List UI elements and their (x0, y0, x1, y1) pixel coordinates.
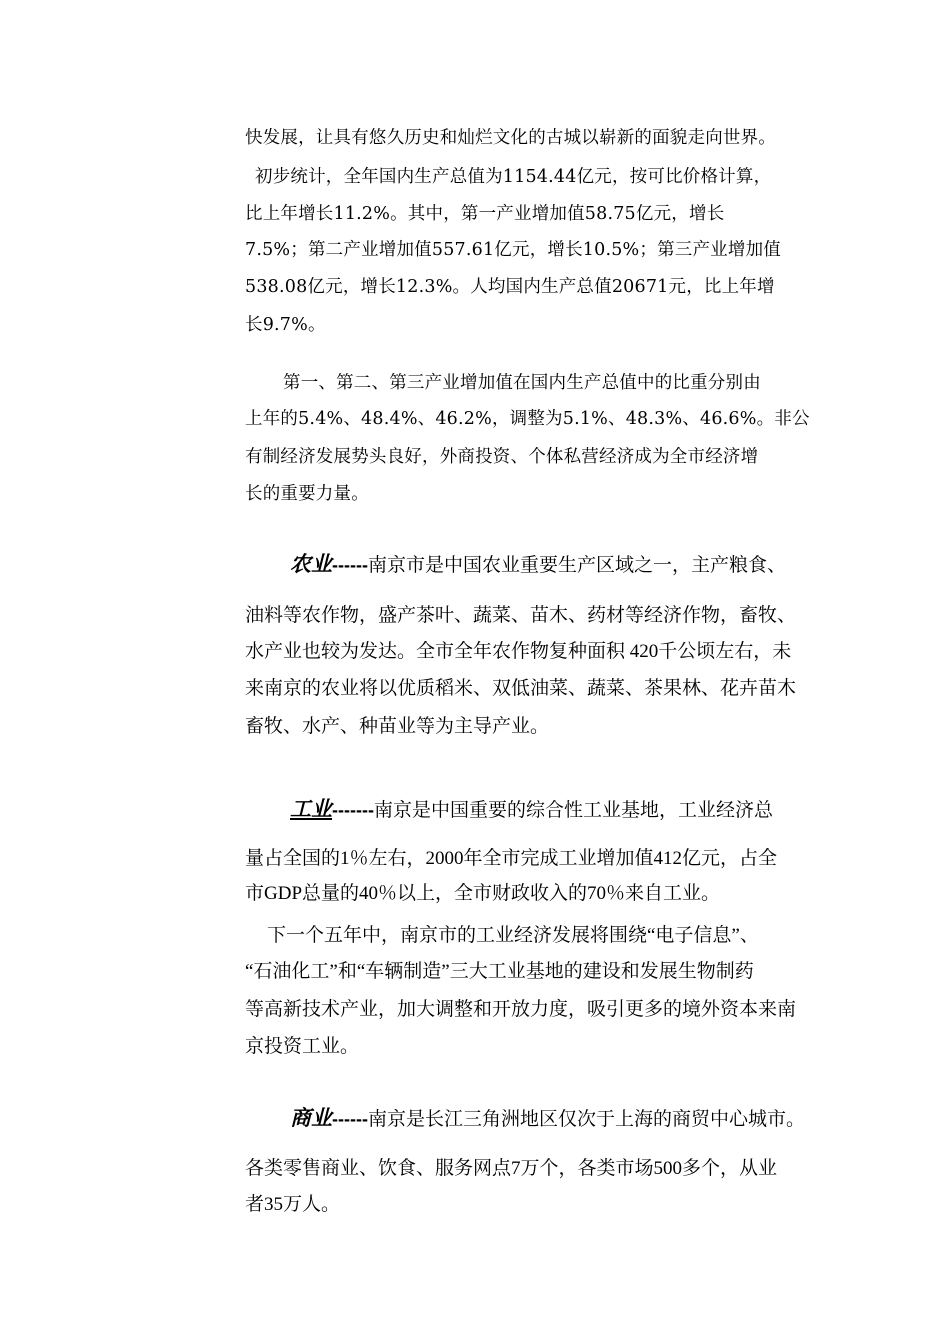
text-line: 538.08亿元，增长12.3%。人均国内生产总值20671元，比上年增 (245, 277, 775, 297)
text-line: 上年的5.4%、48.4%、46.2%，调整为5.1%、48.3%、46.6%。非公 (245, 409, 810, 429)
text-line: 初步统计，全年国内生产总值为1154.44亿元，按可比价格计算， (255, 167, 772, 187)
text-line: 油料等农作物，盛产茶叶、蔬菜、苗木、药材等经济作物，畜牧、 (245, 605, 797, 626)
text-line: 水产业也较为发达。全市全年农作物复种面积 420千公顷左右，未 (245, 641, 792, 662)
commerce-section-first-line (290, 1107, 805, 1132)
text-line: 来南京的农业将以优质稻米、双低油菜、蔬菜、茶果林、花卉苗木 (245, 678, 797, 699)
section-heading-agriculture: 农业 (290, 553, 332, 576)
text-line: 者35万人。 (245, 1194, 341, 1215)
text-line: 畜牧、水产、种苗业等为主导产业。 (245, 716, 550, 737)
text-line: 7.5%；第二产业增加值557.61亿元，增长10.5%；第三产业增加值 (245, 240, 781, 260)
text-line: 市GDP总量的40％以上，全市财政收入的70％来自工业。 (245, 883, 721, 904)
text-line: 各类零售商业、饮食、服务网点7万个，各类市场500多个，从业 (245, 1158, 778, 1179)
text-line: 京投资工业。 (245, 1036, 360, 1057)
text-line: 有制经济发展势头良好，外商投资、个体私营经济成为全市经济增 (245, 447, 759, 467)
text-line: 第一、第二、第三产业增加值在国内生产总值中的比重分别由 (283, 373, 761, 393)
text-run: 南京是长江三角洲地区仅次于上海的商贸中心城市。 (367, 1109, 805, 1130)
text-line: 量占全国的1％左右，2000年全市完成工业增加值412亿元，占全 (245, 848, 778, 869)
text-line: 比上年增长11.2%。其中，第一产业增加值58.75亿元，增长 (245, 204, 725, 224)
heading-dashes: ------ (332, 1109, 368, 1129)
industry-section-first-line (290, 798, 773, 823)
heading-dashes: ------ (332, 555, 368, 575)
text-line: 长的重要力量。 (245, 484, 369, 504)
text-run: 南京市是中国农业重要生产区域之一，主产粮食、 (367, 555, 786, 576)
text-line: 快发展，让具有悠久历史和灿烂文化的古城以崭新的面貌走向世界。 (245, 128, 776, 148)
section-heading-industry: 工业 (290, 798, 332, 821)
section-heading-commerce: 商业 (290, 1107, 332, 1130)
text-line: 长9.7%。 (245, 315, 326, 335)
text-line: 等高新技术产业，加大调整和开放力度，吸引更多的境外资本来南 (245, 999, 797, 1020)
text-line: 下一个五年中，南京市的工业经济发展将围绕“电子信息”、 (267, 925, 759, 946)
agriculture-section-first-line (290, 553, 786, 578)
heading-dashes: ------- (332, 800, 374, 820)
text-run: 南京是中国重要的综合性工业基地，工业经济总 (373, 800, 773, 821)
text-line: “石油化工”和“车辆制造”三大工业基地的建设和发展生物制药 (245, 961, 754, 982)
